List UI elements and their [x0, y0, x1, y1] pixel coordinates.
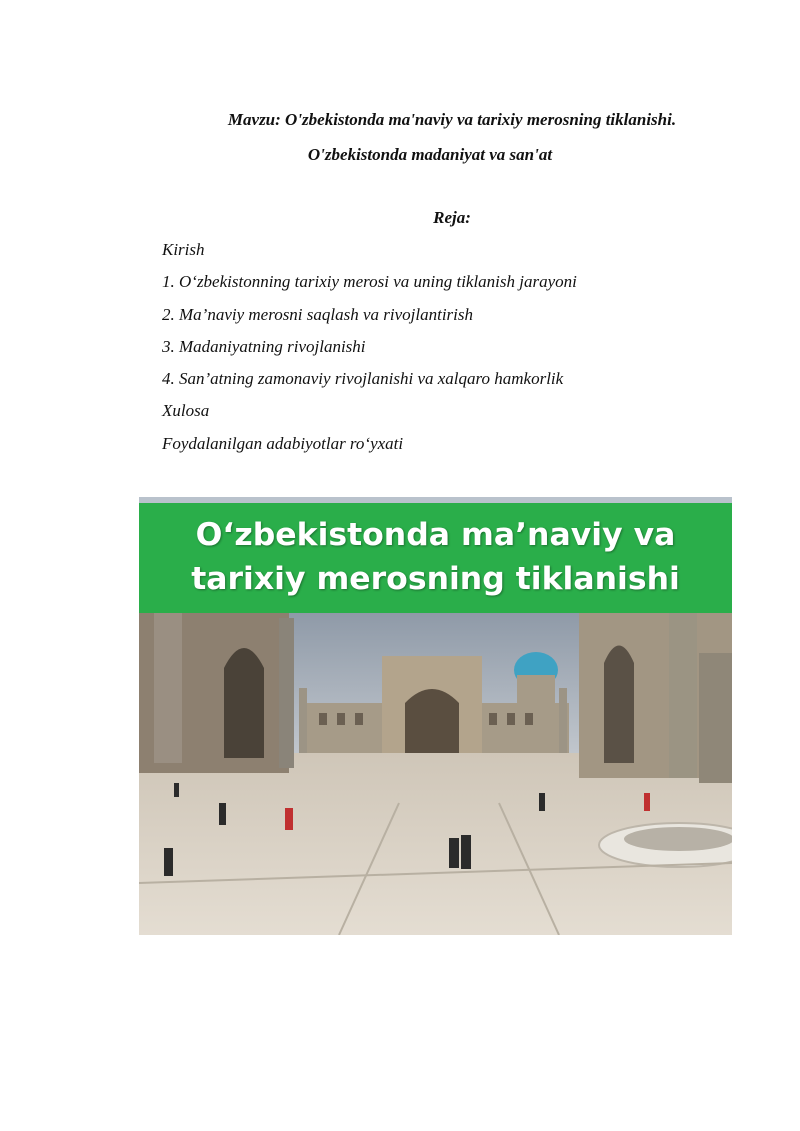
registan-square-photo	[139, 613, 732, 935]
document-title-line-2: O'zbekistonda madaniyat va san'at	[307, 145, 553, 164]
plan-list	[162, 238, 577, 464]
plan-item: 3. Madaniyatning rivojlanishi	[162, 336, 366, 356]
cover-figure	[139, 497, 732, 935]
banner-line-1: O‘zbekistonda ma’naviy va	[195, 517, 676, 553]
figure-banner	[139, 503, 732, 613]
plan-item: Kirish	[162, 240, 205, 259]
banner-line-2: tarixiy merosning tiklanishi	[191, 561, 680, 597]
plan-item: 2. Ma’naviy merosni saqlash va rivojlantirish	[162, 304, 474, 324]
plan-item: 1. O‘zbekistonning tarixiy merosi va uning tiklanish jarayoni	[162, 272, 577, 292]
plan-item: Xulosa	[162, 401, 210, 421]
plan-heading: Reja:	[433, 208, 471, 227]
plan-item: 4. San’atning zamonaviy rivojlanishi va xalqaro hamkorlik	[162, 369, 564, 389]
plan-item: Foydalanilgan adabiyotlar ro‘yxati	[162, 433, 404, 453]
document-title-line-1: Mavzu: O'zbekistonda ma'naviy va tarixiy merosning tiklanishi.	[227, 110, 677, 129]
